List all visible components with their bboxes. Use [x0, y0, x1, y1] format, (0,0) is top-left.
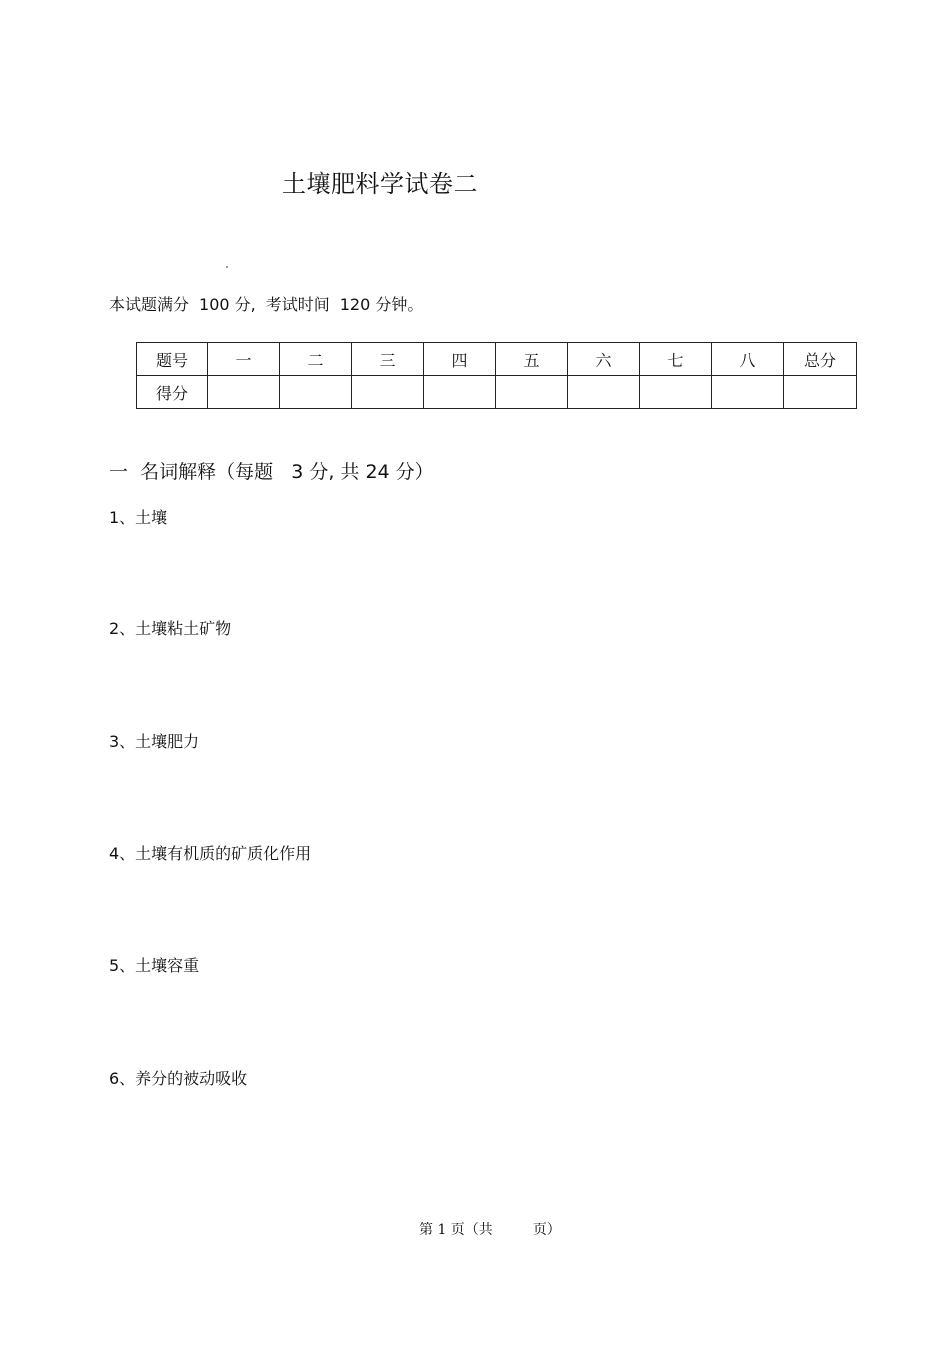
- question-item: 5、土壤容重: [109, 956, 200, 975]
- footer-page-total: 页）: [532, 1222, 561, 1238]
- footer-page-number: 第 1 页（共: [419, 1222, 493, 1238]
- header-cell: 八: [712, 343, 784, 376]
- header-cell: 二: [280, 343, 352, 376]
- page-footer: [419, 1219, 561, 1239]
- score-cell: [352, 376, 424, 409]
- info-time-value: 120 分钟。: [339, 295, 424, 314]
- question-item: 6、养分的被动吸收: [109, 1069, 248, 1088]
- header-cell: 六: [568, 343, 640, 376]
- score-table-header-row: [137, 343, 857, 376]
- score-table-score-row: [137, 376, 857, 409]
- score-table: [136, 342, 857, 409]
- header-cell: 三: [352, 343, 424, 376]
- question-item: 3、土壤肥力: [109, 732, 200, 751]
- score-cell: [568, 376, 640, 409]
- header-cell: 五: [496, 343, 568, 376]
- question-item: 2、土壤粘土矿物: [109, 619, 232, 638]
- info-full-score-value: 100 分,: [199, 295, 256, 314]
- stray-dot: [226, 266, 228, 268]
- score-cell: [640, 376, 712, 409]
- question-item: 4、土壤有机质的矿质化作用: [109, 844, 312, 863]
- score-cell: [280, 376, 352, 409]
- score-cell: [496, 376, 568, 409]
- score-cell: [208, 376, 280, 409]
- question-item: 1、土壤: [109, 508, 168, 527]
- header-cell: 七: [640, 343, 712, 376]
- info-time-label: 考试时间: [265, 295, 330, 314]
- header-cell: 总分: [784, 343, 857, 376]
- header-cell: 一: [208, 343, 280, 376]
- info-full-score-label: 本试题满分: [109, 295, 190, 314]
- score-cell: [784, 376, 857, 409]
- header-cell: 四: [424, 343, 496, 376]
- score-cell: [712, 376, 784, 409]
- section-heading: 一 名词解释（每题 3 分, 共 24 分）: [109, 461, 434, 483]
- score-row-label: 得分: [137, 376, 208, 409]
- score-cell: [424, 376, 496, 409]
- header-cell: 题号: [137, 343, 208, 376]
- exam-info: [109, 292, 433, 315]
- exam-title: 土壤肥料学试卷二: [282, 170, 478, 198]
